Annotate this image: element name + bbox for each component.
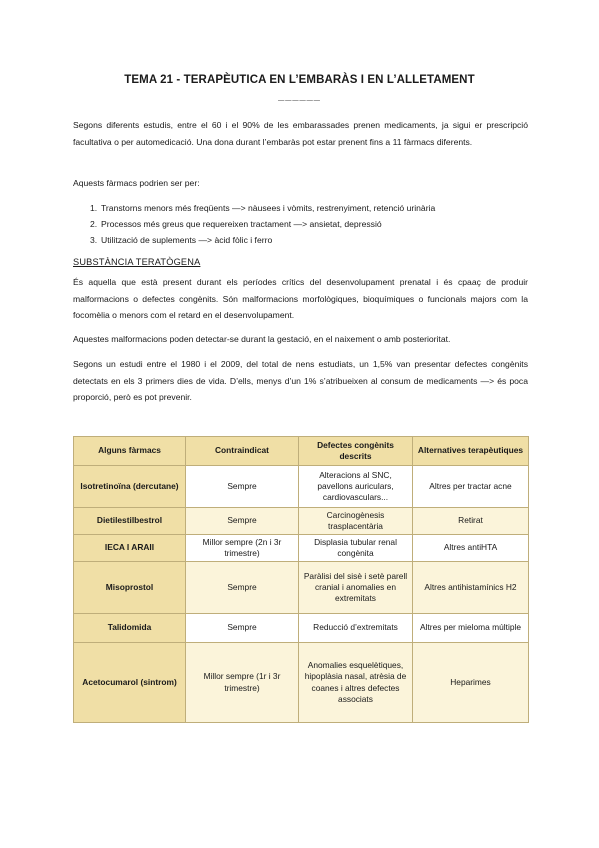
list-item: 2. Processos més greus que requereixen tractament —> ansietat, depressió [90, 219, 382, 229]
table-row [74, 466, 529, 508]
column-header: Alternatives terapèutiques [413, 437, 529, 466]
table-cell: Anomalies esquelètiques, hipoplàsia nasal, atrèsia de coanes i altres defectes associats [299, 643, 413, 723]
table-cell: Sempre [186, 508, 299, 535]
table-cell: Misoprostol [74, 562, 186, 614]
table-cell: Isotretinoïna (dercutane) [74, 466, 186, 508]
table-cell: Millor sempre (2n i 3r trimestre) [186, 535, 299, 562]
page-title: TEMA 21 - TERAPÈUTICA EN L’EMBARÀS I EN L’ALLETAMENT [124, 74, 475, 86]
list-item: 3. Utilització de suplements —> àcid fòlic i ferro [90, 235, 273, 245]
table-cell: Sempre [186, 562, 299, 614]
table-cell: Carcinogènesis trasplacentària [299, 508, 413, 535]
table-cell: Acetocumarol (sintrom) [74, 643, 186, 723]
list-intro: Aquests fàrmacs podrien ser per: [73, 178, 200, 188]
table-row [74, 535, 529, 562]
drugs-table [73, 436, 529, 723]
table-cell: Paràlisi del sisè i setè parell cranial i anomalies en extremitats [299, 562, 413, 614]
table-row [74, 562, 529, 614]
list-item: 1. Transtorns menors més freqüents —> nàusees i vòmits, restrenyiment, retenció urinària [90, 203, 436, 213]
table-cell: Displasia tubular renal congènita [299, 535, 413, 562]
table-cell: Reducció d’extremitats [299, 614, 413, 643]
table-cell: Talidomida [74, 614, 186, 643]
study-paragraph: Segons un estudi entre el 1980 i el 2009, del total de nens estudiats, un 1,5% van presentar defectes congènits detectats en els 3 primers dies de vida. D’ells, menys d’un 1% s’atribueixen al consum de medicaments —> és poca proporció, però es pot prevenir. [73, 359, 528, 403]
table-row [74, 614, 529, 643]
table-cell: Sempre [186, 466, 299, 508]
intro-paragraph: Segons diferents estudis, entre el 60 i el 90% de les embarassades prenen medicaments, ja sigui er prescripció facultativa o per automedicació. Una dona durant l’embaràs pot estar prenent fins a 11 fàrmacs diferents. [73, 120, 528, 147]
table-cell: Alteracions al SNC, pavellons auriculars, cardiovasculars... [299, 466, 413, 508]
table-cell: Altres per mieloma múltiple [413, 614, 529, 643]
table-cell: Sempre [186, 614, 299, 643]
table-cell: Millor sempre (1r i 3r trimestre) [186, 643, 299, 723]
table-cell: Dietilestilbestrol [74, 508, 186, 535]
table-row [74, 508, 529, 535]
table-header-row [74, 437, 529, 466]
section-heading: SUBSTÀNCIA TERATÒGENA [73, 257, 201, 267]
column-header: Contraindicat [186, 437, 299, 466]
detection-paragraph: Aquestes malformacions poden detectar-se durant la gestació, en el naixement o amb posterioritat. [73, 334, 451, 344]
table-cell: Heparimes [413, 643, 529, 723]
table-cell: Altres antihistamínics H2 [413, 562, 529, 614]
title-underline: ______ [278, 90, 321, 102]
table-cell: Retirat [413, 508, 529, 535]
column-header: Alguns fàrmacs [74, 437, 186, 466]
column-header: Defectes congènits descrits [299, 437, 413, 466]
numbered-list [73, 200, 528, 248]
table-row [74, 643, 529, 723]
table-cell: Altres per tractar acne [413, 466, 529, 508]
definition-paragraph: És aquella que està present durant els períodes crítics del desenvolupament prenatal i és cpaaç de produir malformacions o defectes congènits. Són malformacions morfològiques, bioquímiques o funcionals majors com la focomèlia o menors com el retard en el desenvolupament. [73, 277, 528, 321]
table-cell: Altres antiHTA [413, 535, 529, 562]
table-cell: IECA I ARAII [74, 535, 186, 562]
